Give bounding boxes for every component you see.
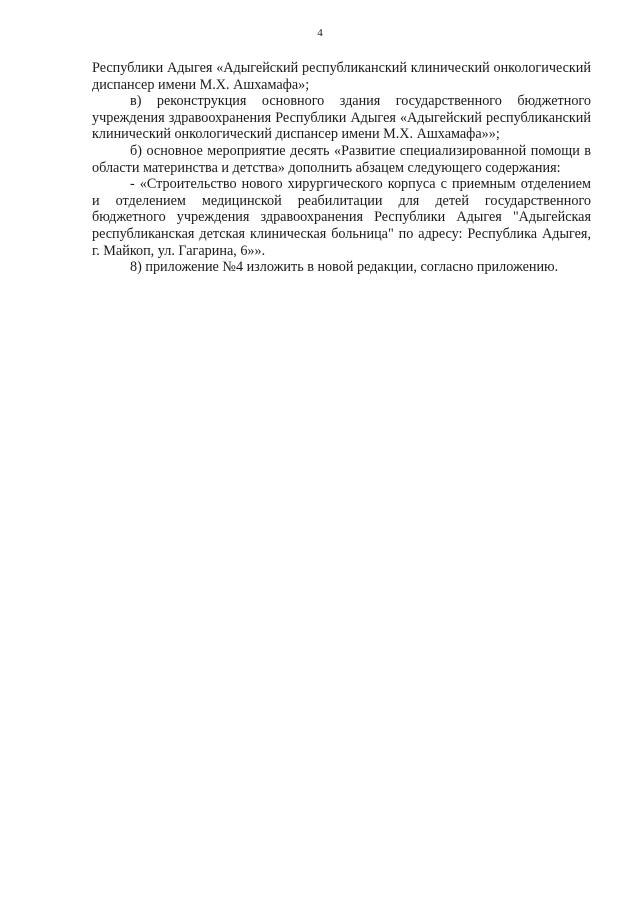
paragraph-item-v: в) реконструкция основного здания государственного бюджетного учреждения здравоохранения Республики Адыгея «Адыгейский республиканский клинический онкологический диспансер имени М.Х. Ашхамафа»»;	[92, 93, 591, 143]
paragraph-continuation: Республики Адыгея «Адыгейский республиканский клинический онкологический диспансер имени М.Х. Ашхамафа»;	[92, 60, 591, 93]
document-body	[92, 60, 591, 276]
paragraph-dash-item: - «Строительство нового хирургического корпуса с приемным отделением и отделением медицинской реабилитации для детей государственного бюджетного учреждения здравоохранения Республики Адыгея "Адыгейская республиканская детская клиническая больница" по адресу: Республика Адыгея, г. Майкоп, ул. Гагарина, 6»».	[92, 176, 591, 259]
paragraph-item-b: б) основное мероприятие десять «Развитие специализированной помощи в области материнства и детства» дополнить абзацем следующего содержания:	[92, 142, 591, 176]
page-number: 4	[317, 27, 323, 39]
paragraph-item-8: 8) приложение №4 изложить в новой редакции, согласно приложению.	[130, 259, 559, 276]
